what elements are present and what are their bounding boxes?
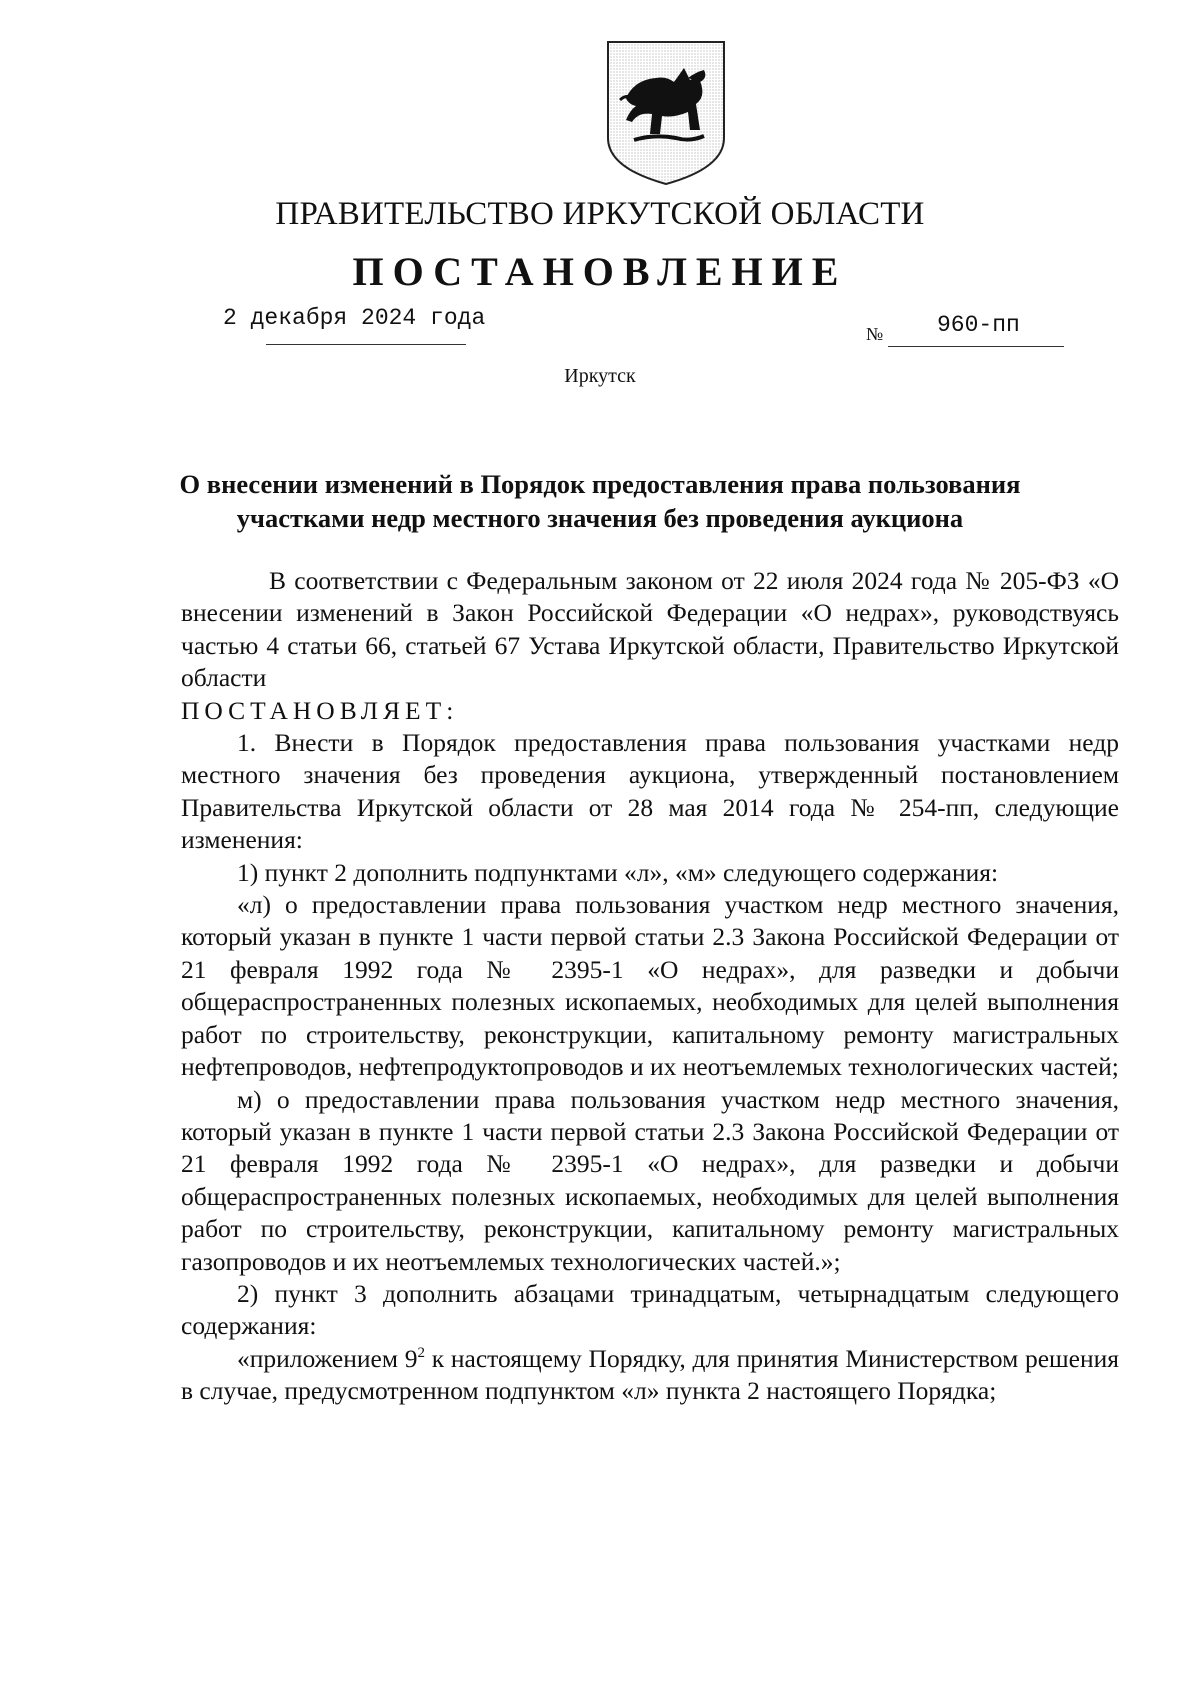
organization-name: ПРАВИТЕЛЬСТВО ИРКУТСКОЙ ОБЛАСТИ [275,196,925,232]
number-sign: № [866,324,884,344]
date-underline [266,344,466,345]
intro-paragraph: В соответствии с Федеральным законом от 22 июля 2024 года № 205-ФЗ «О внесении изменений в Закон Российской Федерации «О недрах», руководствуясь частью 4 статьи 66, статьей 67 Устава Иркутской области, Правительство Иркутской области [181,566,1119,693]
document-body [181,565,1119,1408]
subitem-m: м) о предоставлении права пользования участком недр местного значения, который указан в пункте 1 части первой статьи 2.3 Закона Российской Федерации от 21 февраля 1992 года № 2395-1 «О недрах», для разведки и добычи общераспространенных полезных ископаемых, необходимых для целей выполнения работ по строительству, реконструкции, капитальному ремонту магистральных газопроводов и их неотъемлемых технологических частей.»; [181,1084,1119,1276]
coat-of-arms-icon [604,38,728,188]
city-name: Иркутск [564,365,636,387]
document-title [150,467,1050,535]
title-line-2: участками недр местного значения без проведения аукциона [236,503,964,533]
document-type: ПОСТАНОВЛЕНИЕ [352,249,848,294]
decree-word: ПОСТАНОВЛЯЕТ: [181,695,459,725]
item-1-1: 1) пункт 2 дополнить подпунктами «л», «м» следующего содержания: [237,857,999,887]
document-date: 2 декабря 2024 года [223,305,486,331]
subitem-l: «л) о предоставлении права пользования участком недр местного значения, который указан в пункте 1 части первой статьи 2.3 Закона Российской Федерации от 21 февраля 1992 года № 2395-1 «О недрах», для разведки и добычи общераспространенных полезных ископаемых, необходимых для целей выполнения работ по строительству, реконструкции, капитальному ремонту магистральных нефтепроводов, нефтепродуктопроводов и их неотъемлемых технологических частей; [181,890,1119,1082]
appendix-superscript: 2 [417,1344,425,1361]
title-line-1: О внесении изменений в Порядок предоставления права пользования [179,469,1021,499]
item-1: 1. Внести в Порядок предоставления права пользования участками недр местного значения без проведения аукциона, утвержденный постановлением Правительства Иркутской области от 28 мая 2014 года № 254-пп, следующие изменения: [181,728,1119,855]
number-underline [888,346,1064,347]
item-1-2: 2) пункт 3 дополнить абзацами тринадцатым, четырнадцатым следующего содержания: [181,1278,1119,1341]
document-number: 960-пп [937,312,1020,338]
appendix-text-end: к настоящему Порядку, для принятия Министерством решения в случае, предусмотренном подпунктом «л» пункта 2 настоящего Порядка; [181,1343,1119,1406]
appendix-text-start: «приложением 9 [237,1343,418,1373]
appendix-paragraph [181,1343,1119,1408]
